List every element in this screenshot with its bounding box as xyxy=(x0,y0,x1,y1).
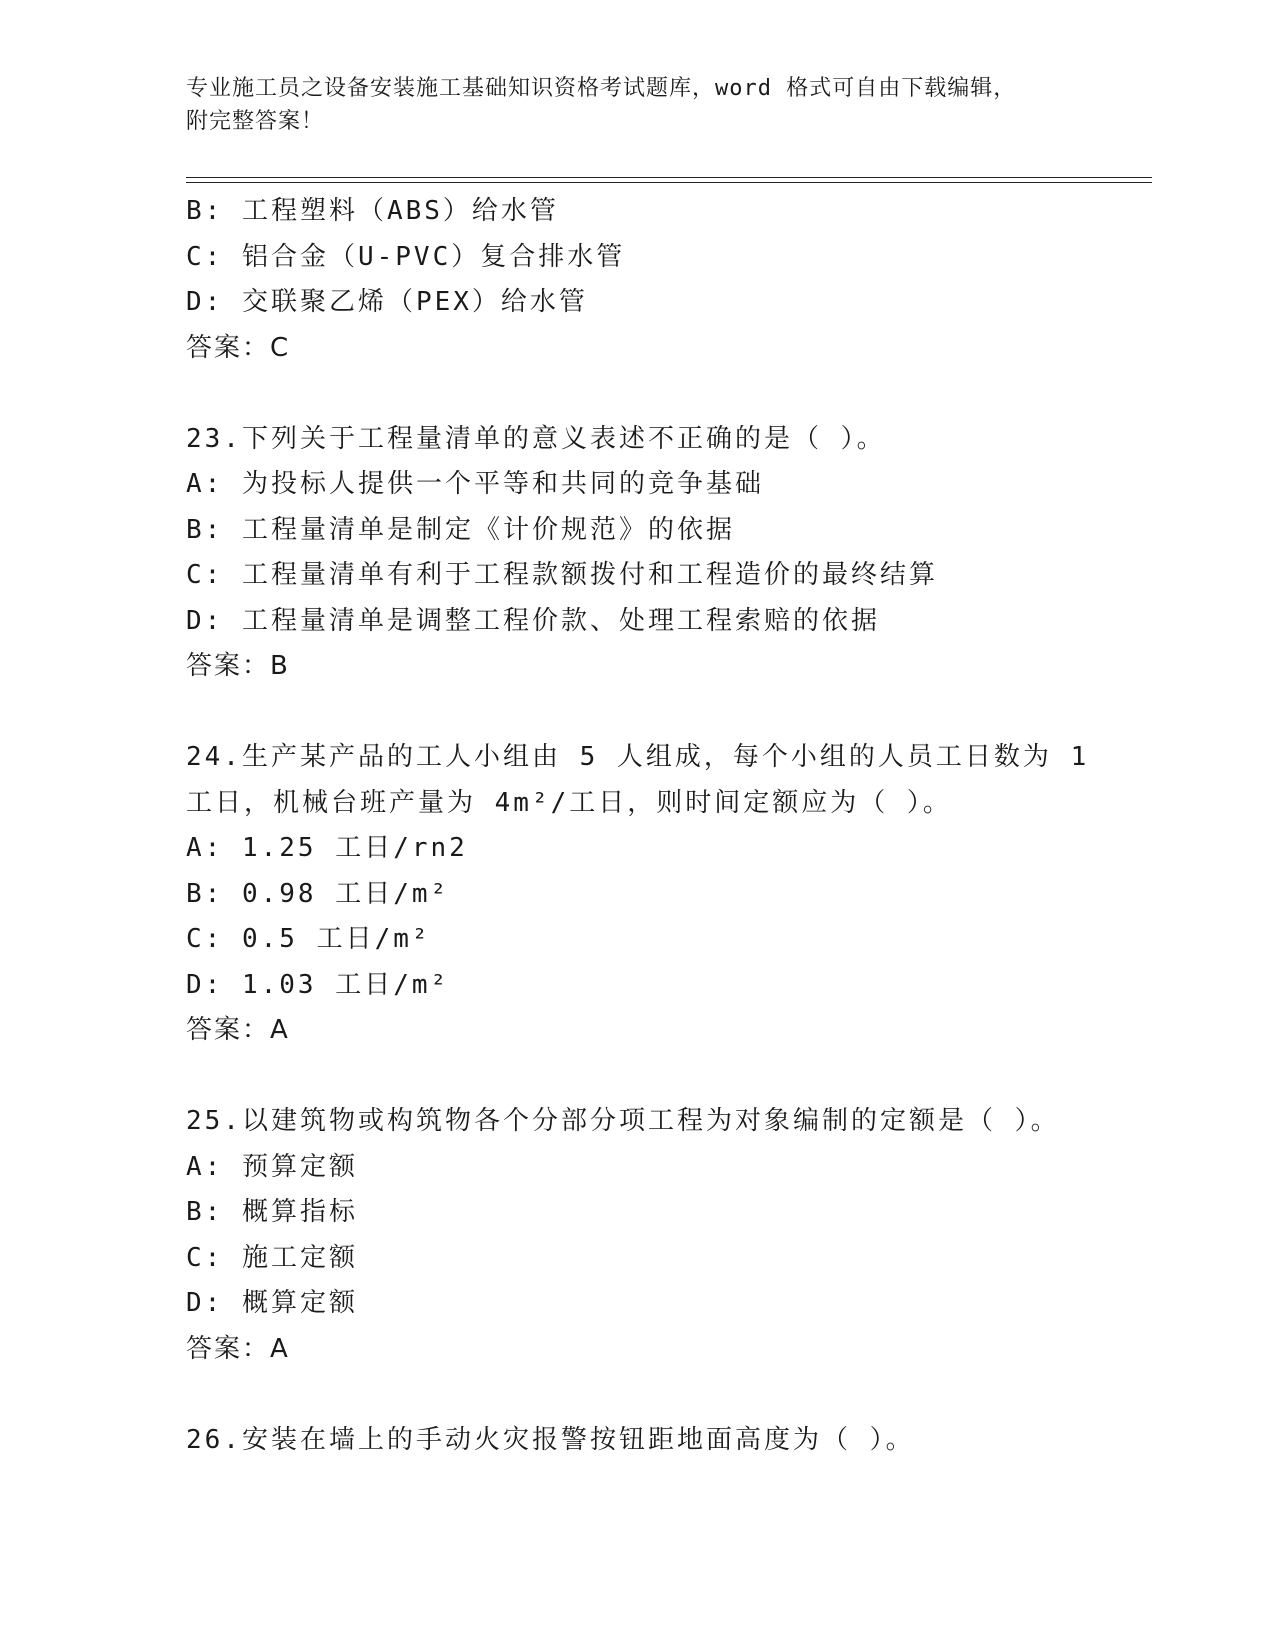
q23-option-b: B: 工程量清单是制定《计价规范》的依据 xyxy=(186,514,735,545)
header-divider-bottom xyxy=(186,182,1152,183)
q24-option-d: D: 1.03 工日/m² xyxy=(186,969,450,1000)
q23-question: 23.下列关于工程量清单的意义表述不正确的是（ ）。 xyxy=(186,423,886,454)
question-24-block xyxy=(186,735,1146,1054)
header-divider-top xyxy=(186,177,1152,178)
q25-option-a: A: 预算定额 xyxy=(186,1151,358,1182)
q23-answer: 答案：B xyxy=(186,651,290,681)
question-23-block xyxy=(186,417,1146,690)
q24-option-c: C: 0.5 工日/m² xyxy=(186,924,431,954)
q25-option-d: D: 概算定额 xyxy=(186,1288,358,1318)
header-line-2: 附完整答案！ xyxy=(186,109,325,134)
question-26-block xyxy=(186,1418,1146,1464)
q22-option-b: B: 工程塑料（ABS）给水管 xyxy=(186,196,559,226)
q25-question: 25.以建筑物或构筑物各个分部分项工程为对象编制的定额是（ ）。 xyxy=(186,1106,1060,1136)
q23-option-d: D: 工程量清单是调整工程价款、处理工程索赔的依据 xyxy=(186,605,880,636)
q24-answer: 答案：A xyxy=(186,1015,290,1045)
q23-option-c: C: 工程量清单有利于工程款额拨付和工程造价的最终结算 xyxy=(186,560,938,590)
q22-answer: 答案：C xyxy=(186,332,291,363)
question-25-block xyxy=(186,1099,1146,1372)
q24-option-b: B: 0.98 工日/m² xyxy=(186,878,450,909)
q23-option-a: A: 为投标人提供一个平等和共同的竞争基础 xyxy=(186,469,764,499)
q22-option-c: C: 铝合金（U-PVC）复合排水管 xyxy=(186,241,626,272)
q24-question: 24.生产某产品的工人小组由 5 人组成，每个小组的人员工日数为 1 工日，机械台班产量为 4m²/工日，则时间定额应为（ ）。 xyxy=(186,742,1090,818)
document-header xyxy=(186,72,1066,138)
question-22-block xyxy=(186,189,1146,371)
q22-option-d: D: 交联聚乙烯（PEX）给水管 xyxy=(186,287,588,317)
q26-question: 26.安装在墙上的手动火灾报警按钮距地面高度为（ ）。 xyxy=(186,1424,915,1455)
q25-option-b: B: 概算指标 xyxy=(186,1197,358,1227)
header-line-1: 专业施工员之设备安装施工基础知识资格考试题库，word 格式可自由下载编辑， xyxy=(186,76,1017,101)
question-list xyxy=(186,189,1146,1463)
q25-answer: 答案：A xyxy=(186,1333,290,1364)
q24-option-a: A: 1.25 工日/rn2 xyxy=(186,833,468,863)
q25-option-c: C: 施工定额 xyxy=(186,1242,358,1273)
